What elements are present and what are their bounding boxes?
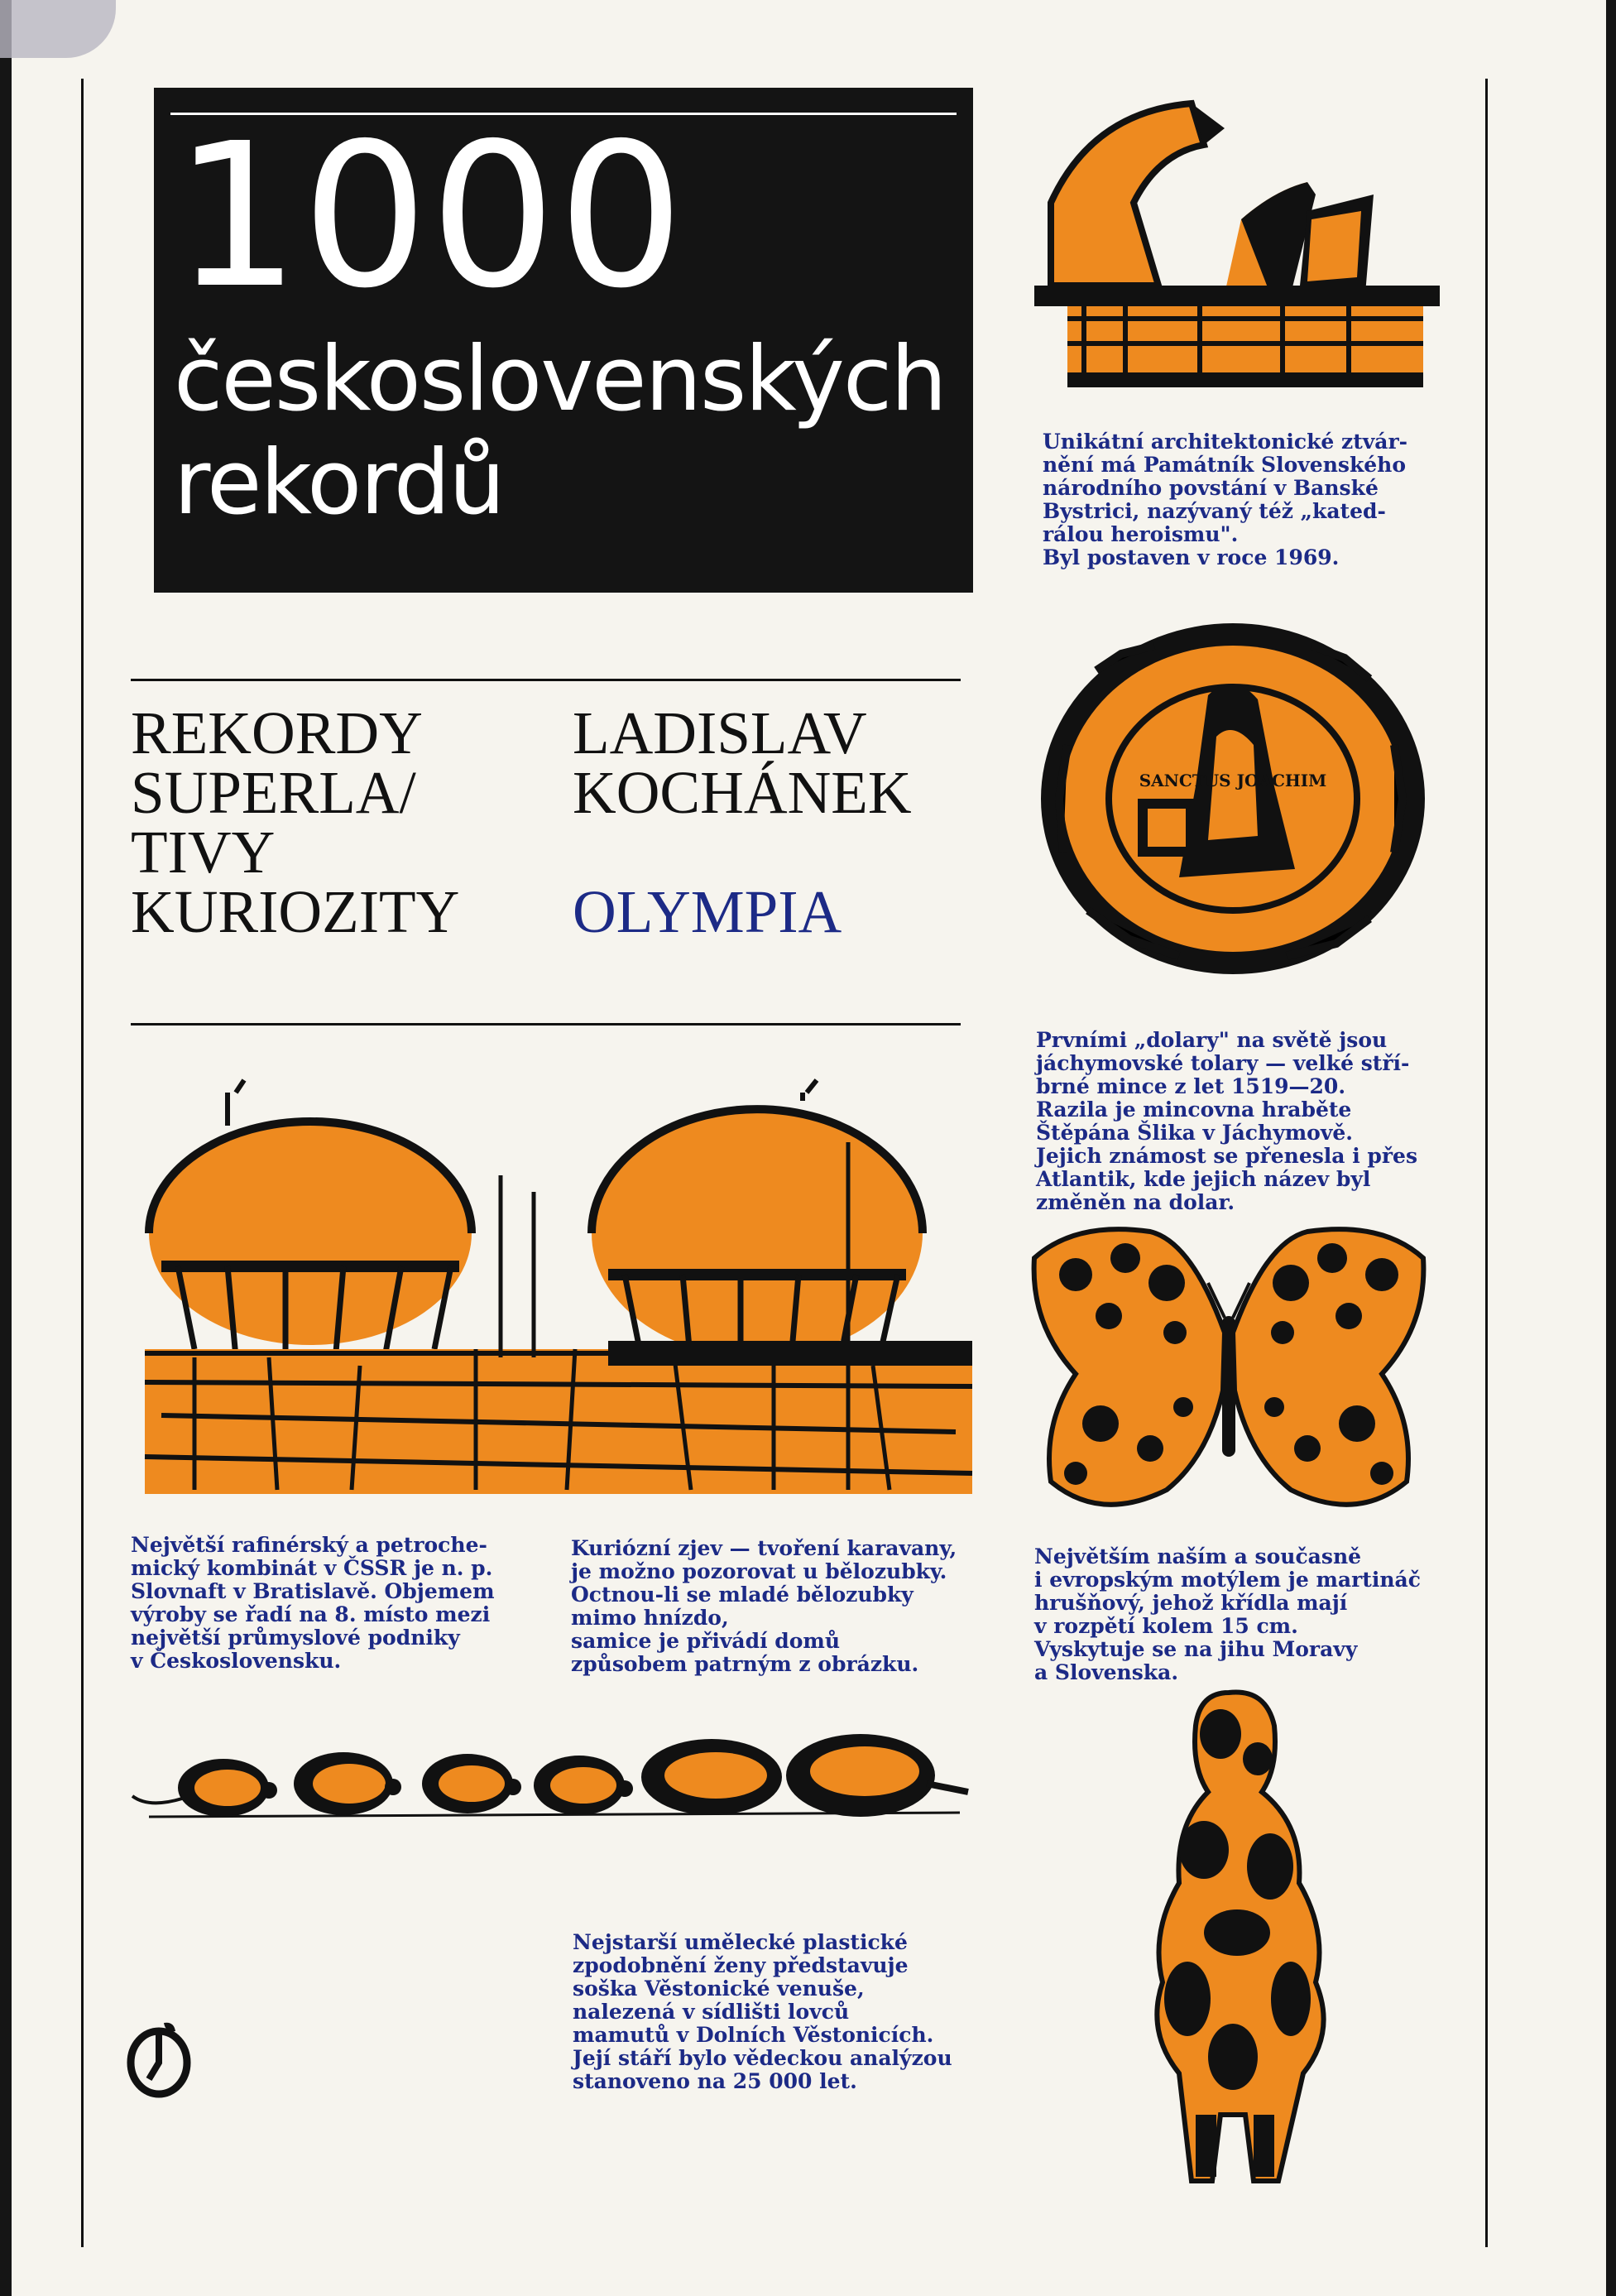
caption-memorial <box>1043 430 1407 569</box>
caption-line: národního povstání v Banské <box>1043 476 1379 500</box>
caption-line: Kuriózní zjev — tvoření karavany, <box>571 1536 957 1560</box>
caption-line: Slovnaft v Bratislavě. Objemem <box>131 1579 495 1603</box>
title-text <box>174 328 946 535</box>
caption-line: Unikátní architektonické ztvár- <box>1043 430 1408 454</box>
subtitle-line: TIVY <box>131 819 276 886</box>
title-line-2: rekordů <box>174 431 504 535</box>
caption-line: Prvními „dolary" na světě jsou <box>1036 1028 1388 1052</box>
rule-above-subtitle <box>131 679 961 681</box>
author-block <box>573 699 1003 945</box>
caption-line: výroby se řadí na 8. místo mezi <box>131 1602 491 1626</box>
caption-line: Octnou-li se mladé bělozubky <box>571 1583 913 1607</box>
butterfly-illustration <box>1026 1225 1431 1531</box>
caption-line: i evropským motýlem je martináč <box>1034 1568 1421 1592</box>
caption-line: mamutů v Dolních Věstonicích. <box>573 2023 934 2047</box>
title-number: 1000 <box>174 100 686 332</box>
caption-line: Byl postaven v roce 1969. <box>1043 545 1340 569</box>
refinery-illustration <box>145 1076 981 1498</box>
caption-line: zpodobnění ženy představuje <box>573 1953 909 1977</box>
caption-line: brné mince z let 1519—20. <box>1036 1074 1346 1098</box>
thaler-coin-illustration <box>1038 621 1427 977</box>
caption-line: v rozpětí kolem 15 cm. <box>1034 1614 1298 1638</box>
left-margin-rule <box>81 79 84 2247</box>
venus-figurine-illustration <box>1129 1684 1345 2189</box>
caption-line: Jejich známost se přenesla i přes <box>1036 1144 1418 1168</box>
caption-line: Nejstarší umělecké plastické <box>573 1930 908 1954</box>
caption-line: Razila je mincovna hraběte <box>1036 1098 1352 1122</box>
caption-line: Atlantik, kde jejich název byl <box>1036 1167 1371 1191</box>
caption-line: Štěpána Šlika v Jáchymově. <box>1036 1121 1353 1145</box>
coin-inscription: SANCTUS JOACHIM <box>1139 771 1327 790</box>
caption-line: Největším naším a současně <box>1034 1544 1362 1568</box>
publisher-logo-icon <box>126 2020 192 2097</box>
caption-line: Její stáří bylo vědeckou analýzou <box>573 2046 952 2070</box>
caption-line: Největší rafinérský a petroche- <box>131 1533 487 1557</box>
caption-line: jáchymovské tolary — velké stří- <box>1036 1051 1410 1075</box>
caption-line: je možno pozorovat u bělozubky. <box>571 1559 947 1583</box>
subtitle-line: REKORDY <box>131 699 423 766</box>
left-edge <box>0 0 12 2296</box>
caption-line: rálou heroismu". <box>1043 522 1239 546</box>
rule-below-subtitle <box>131 1023 961 1026</box>
author-first-name: LADISLAV <box>573 699 867 766</box>
caption-coin <box>1036 1029 1417 1214</box>
caption-line: stanoveno na 25 000 let. <box>573 2069 857 2093</box>
subtitle-line: SUPERLA/ <box>131 759 416 826</box>
caption-venus <box>573 1931 952 2093</box>
caption-line: nalezená v sídlišti lovců <box>573 2000 850 2024</box>
worn-corner <box>0 0 116 58</box>
subtitle-line: KURIOZITY <box>131 878 460 945</box>
memorial-illustration <box>1034 95 1440 410</box>
caption-line: Bystrici, nazývaný též „kated- <box>1043 499 1386 523</box>
author-last-name: KOCHÁNEK <box>573 759 912 826</box>
caption-line: nění má Památník Slovenského <box>1043 453 1407 477</box>
caption-line: v Československu. <box>131 1649 342 1673</box>
caption-line: hrušňový, jehož křídla mají <box>1034 1591 1348 1615</box>
caption-line: samice je přivádí domů <box>571 1629 841 1653</box>
caption-line: soška Věstonické venuše, <box>573 1977 865 2001</box>
publisher-name: OLYMPIA <box>573 878 842 945</box>
right-edge <box>1606 0 1616 2296</box>
caption-line: a Slovenska. <box>1034 1660 1179 1684</box>
caption-line: způsobem patrným z obrázku. <box>571 1652 919 1676</box>
title-block <box>154 88 973 593</box>
caption-line: mický kombinát v ČSSR je n. p. <box>131 1556 493 1580</box>
caption-shrews <box>571 1537 957 1676</box>
caption-line: Vyskytuje se na jihu Moravy <box>1034 1637 1358 1661</box>
title-line-1: československých <box>174 328 946 431</box>
right-margin-rule <box>1485 79 1488 2247</box>
subtitle <box>131 699 544 945</box>
caption-line: mimo hnízdo, <box>571 1606 729 1630</box>
caption-butterfly <box>1034 1545 1421 1684</box>
caption-refinery <box>131 1534 495 1673</box>
caption-line: největší průmyslové podniky <box>131 1626 460 1650</box>
shrew-caravan-illustration <box>132 1734 985 1833</box>
caption-line: změněn na dolar. <box>1036 1190 1235 1214</box>
